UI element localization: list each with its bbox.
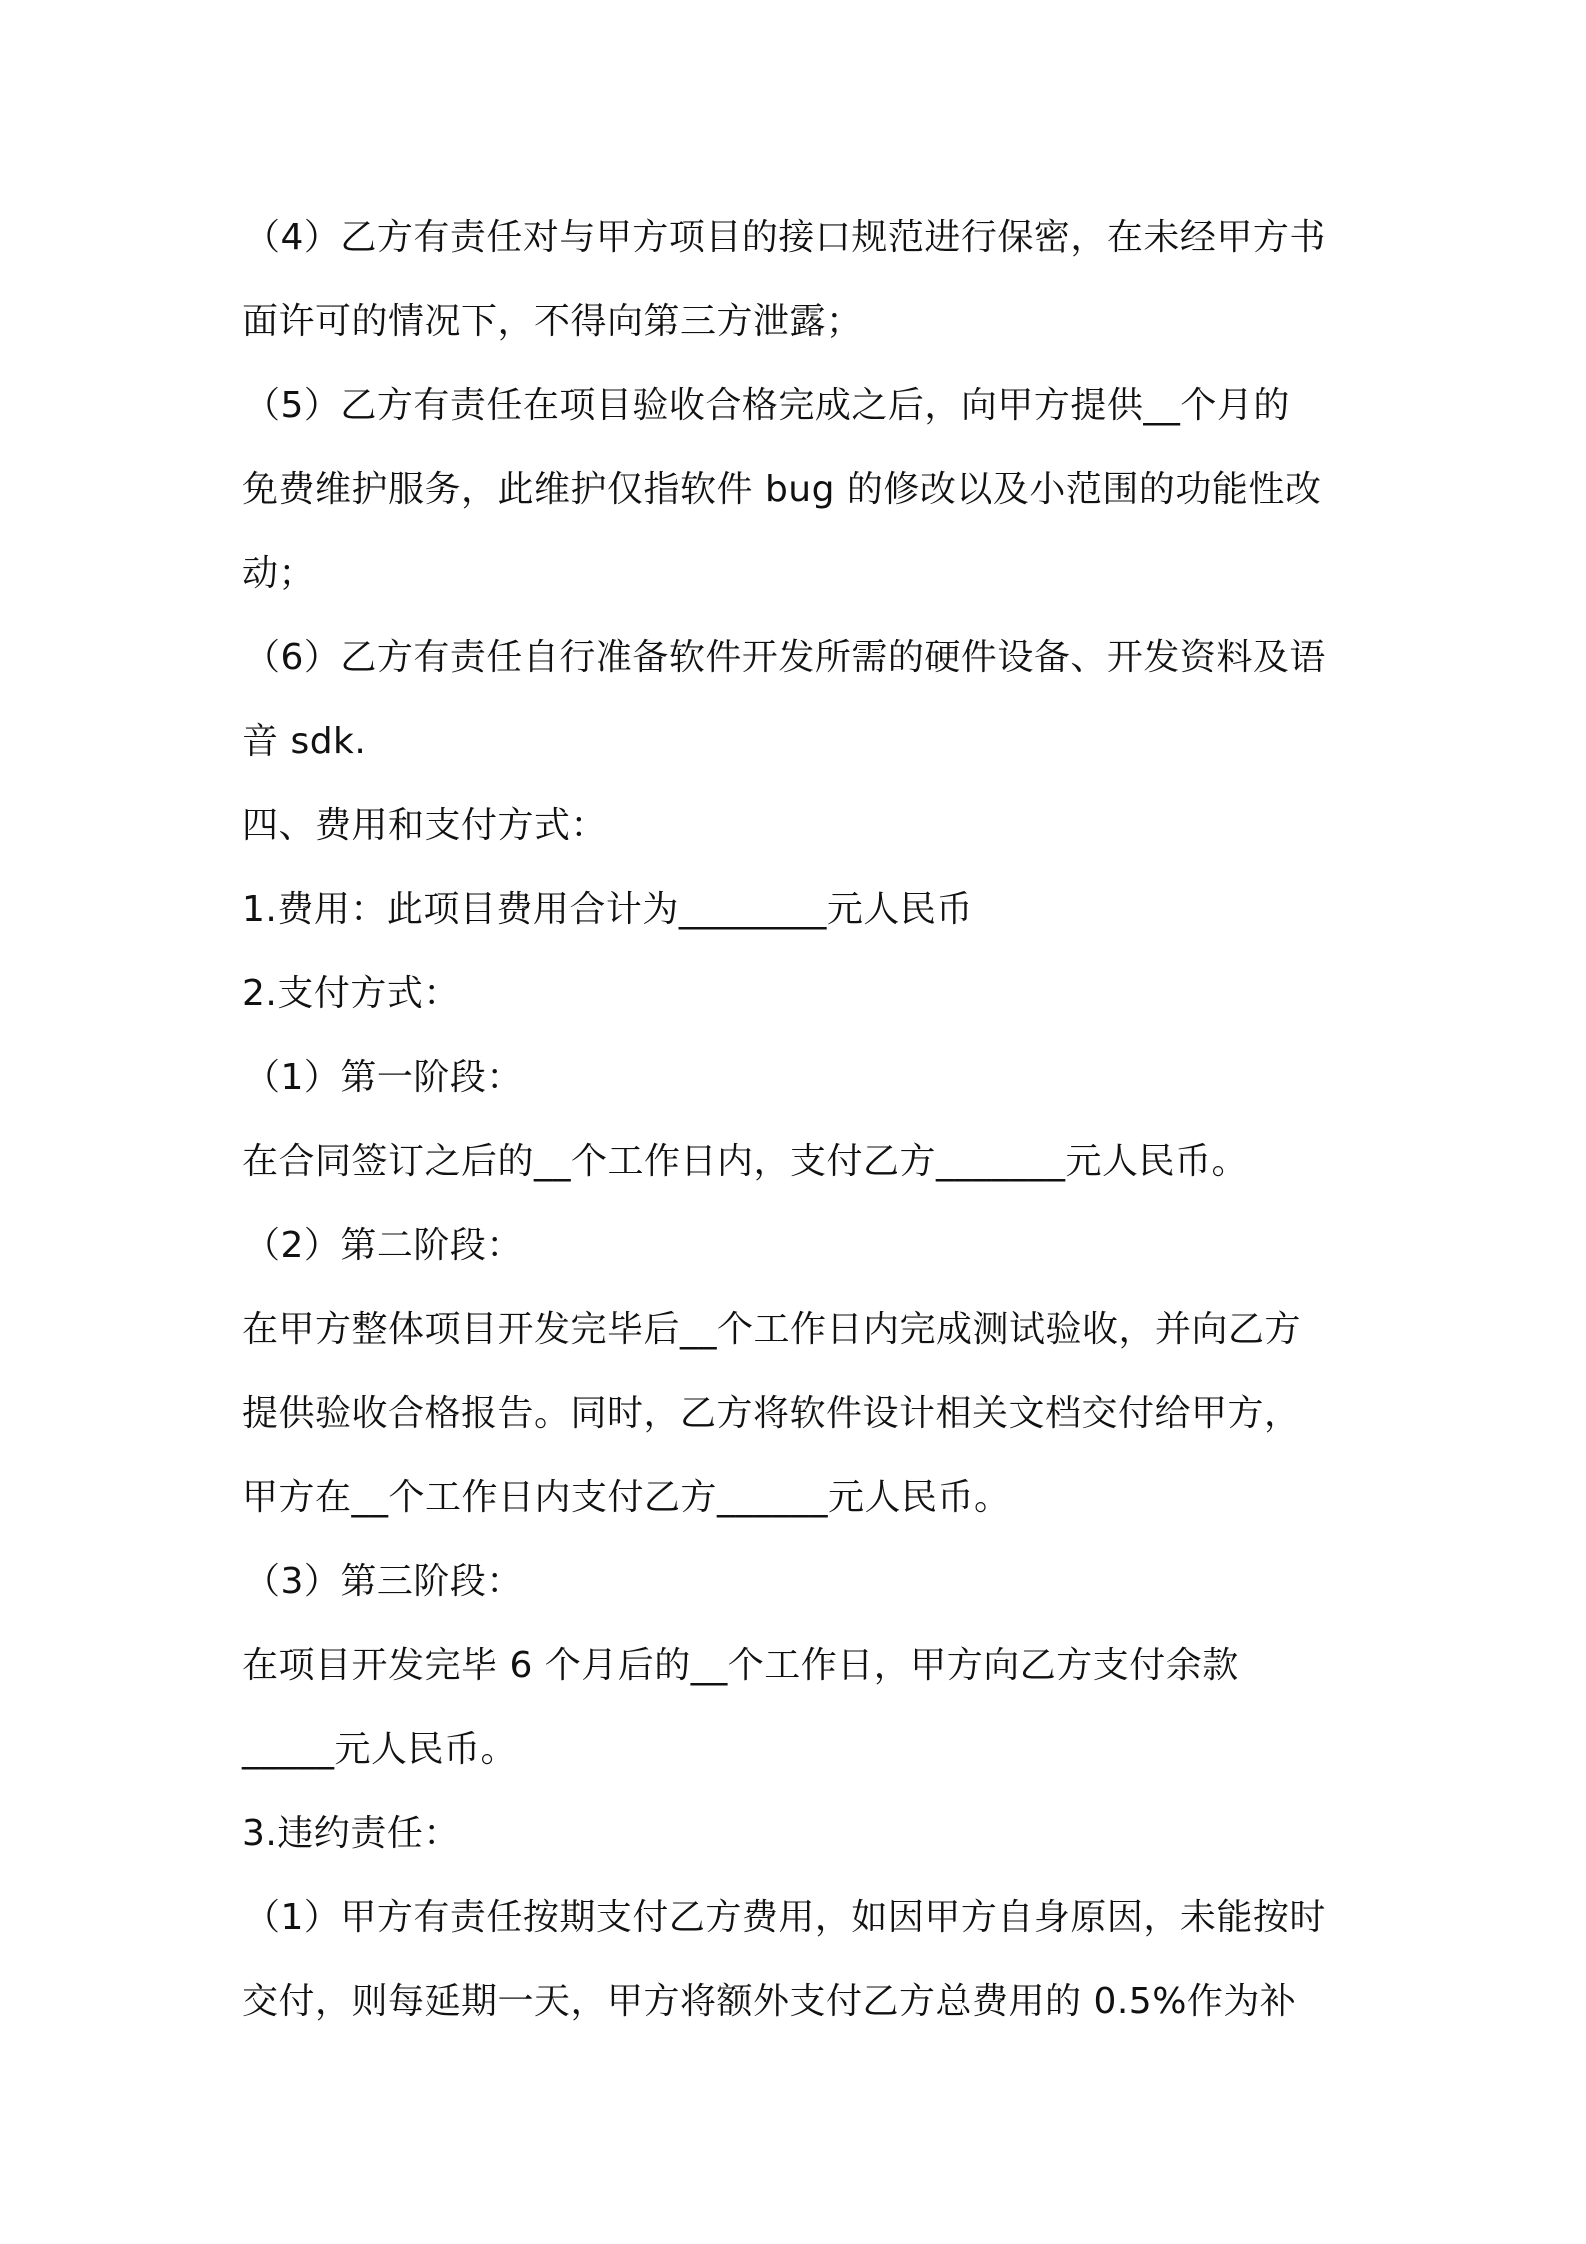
breach-clause-1-line-1: （1）甲方有责任按期支付乙方费用，如因甲方自身原因，未能按时 [244, 1897, 1326, 1938]
clause-6-line-2: 音 sdk. [242, 721, 367, 762]
stage-1-text: 在合同签订之后的__个工作日内，支付乙方_______元人民币。 [242, 1141, 1249, 1182]
stage-3-text-line-2: _____元人民币。 [242, 1729, 518, 1770]
breach-clause-1-line-2: 交付，则每延期一天，甲方将额外支付乙方总费用的 0.5%作为补 [242, 1981, 1297, 2022]
stage-3-text-line-1: 在项目开发完毕 6 个月后的__个工作日，甲方向乙方支付余款 [242, 1645, 1239, 1686]
payment-method-heading: 2.支付方式： [242, 973, 460, 1014]
stage-2-text-line-1: 在甲方整体项目开发完毕后__个工作日内完成测试验收，并向乙方 [242, 1309, 1302, 1350]
clause-5-line-2: 免费维护服务，此维护仅指软件 bug 的修改以及小范围的功能性改 [242, 469, 1322, 510]
stage-2-text-line-2: 提供验收合格报告。同时，乙方将软件设计相关文档交付给甲方， [242, 1393, 1301, 1434]
clause-5-line-3: 动； [242, 553, 316, 594]
stage-2-heading: （2）第二阶段： [244, 1225, 523, 1266]
clause-4-line-2: 面许可的情况下，不得向第三方泄露； [242, 301, 863, 342]
breach-heading: 3.违约责任： [242, 1813, 460, 1854]
clause-6-line-1: （6）乙方有责任自行准备软件开发所需的硬件设备、开发资料及语 [244, 637, 1326, 678]
stage-1-heading: （1）第一阶段： [244, 1057, 523, 1098]
section-4-heading: 四、费用和支付方式： [242, 805, 608, 846]
clause-4-line-1: （4）乙方有责任对与甲方项目的接口规范进行保密，在未经甲方书 [244, 217, 1326, 258]
document-body [242, 196, 1362, 2044]
clause-5-line-1: （5）乙方有责任在项目验收合格完成之后，向甲方提供__个月的 [244, 385, 1290, 426]
fee-line: 1.费用：此项目费用合计为________元人民币 [242, 889, 973, 930]
stage-3-heading: （3）第三阶段： [244, 1561, 523, 1602]
stage-2-text-line-3: 甲方在__个工作日内支付乙方______元人民币。 [242, 1477, 1011, 1518]
